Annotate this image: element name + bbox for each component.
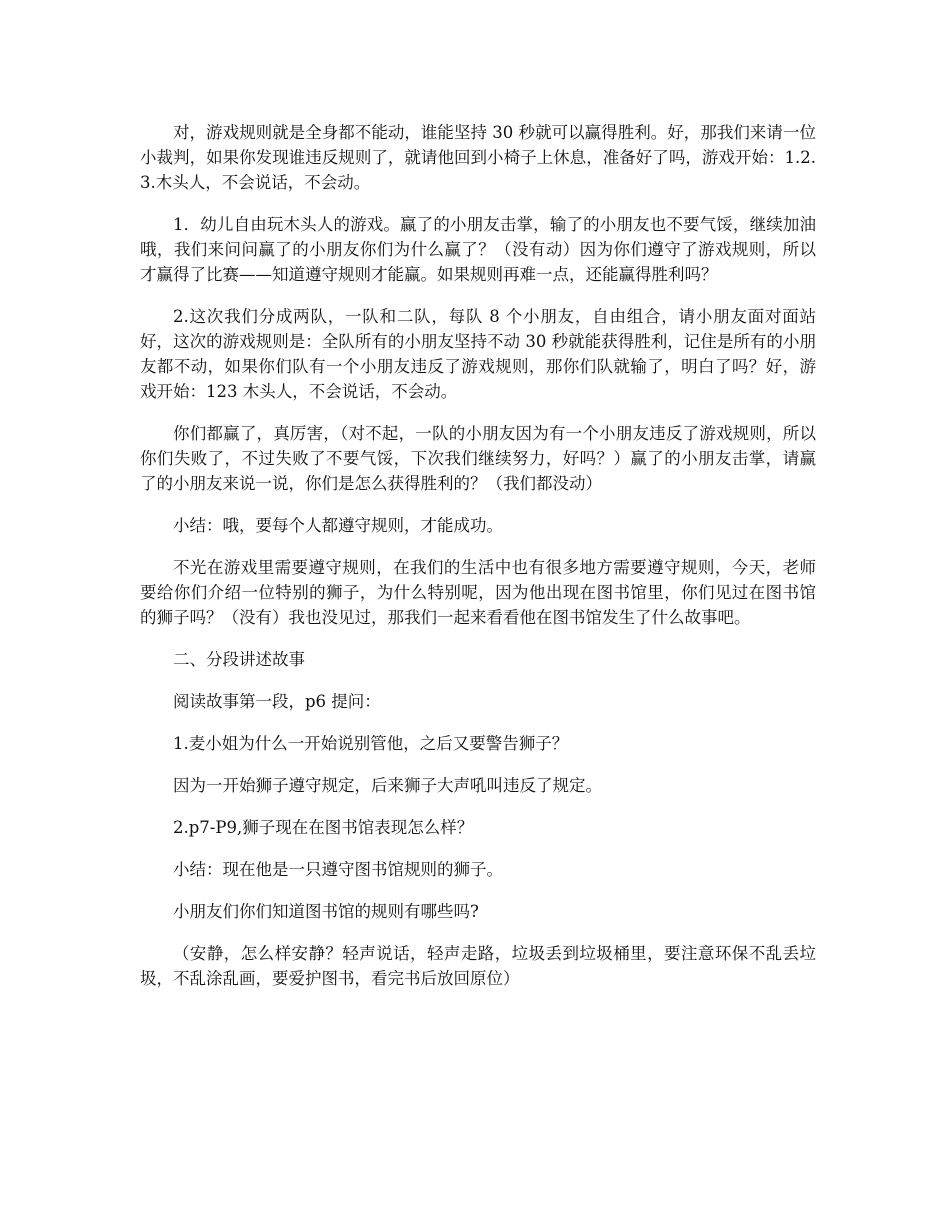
- question-2: 2.p7-P9,狮子现在在图书馆表现怎么样？: [173, 818, 474, 837]
- paragraph-winners: 你们都赢了，真厉害，（对不起，一队的小朋友因为有一个小朋友违反了游戏规则，所以你们失败了，不过失败了不要气馁，下次我们继续努力，好吗？）赢了的小朋友击掌，请赢了的小朋友来说一说，你们是怎么获得胜利的？（我们都没动）: [140, 424, 816, 493]
- paragraph-summary-1: 小结：哦，要每个人都遵守规则，才能成功。: [173, 516, 503, 535]
- paragraph-game-rules: 对，游戏规则就是全身都不能动，谁能坚持 30 秒就可以赢得胜利。好，那我们来请一位小裁判，如果你发现谁违反规则了，就请他回到小椅子上休息，准备好了吗，游戏开始：1.2.3.木头人，不会说话，不会动。: [140, 123, 816, 192]
- question-1: 1.麦小姐为什么一开始说别管他，之后又要警告狮子？: [173, 734, 569, 753]
- paragraph-free-play: 1．幼儿自由玩木头人的游戏。赢了的小朋友击掌，输了的小朋友也不要气馁，继续加油哦，我们来问问赢了的小朋友你们为什么赢了？（没有动）因为你们遵守了游戏规则，所以才赢得了比赛——知道遵守规则才能赢。如果规则再难一点，还能赢得胜利吗？: [140, 215, 816, 284]
- document-page: [140, 120, 816, 1008]
- answer-1: 因为一开始狮子遵守规定，后来狮子大声吼叫违反了规定。: [173, 776, 602, 795]
- paragraph-summary-2: 小结：现在他是一只遵守图书馆规则的狮子。: [173, 860, 503, 879]
- section-heading-story: 二、分段讲述故事: [173, 650, 305, 669]
- paragraph-library-intro: 不光在游戏里需要遵守规则，在我们的生活中也有很多地方需要遵守规则，今天，老师要给你们介绍一位特别的狮子，为什么特别呢，因为他出现在图书馆里，你们见过在图书馆的狮子吗？（没有）我也没见过，那我们一起来看看他在图书馆发生了什么故事吧。: [140, 558, 816, 627]
- question-library-rules: 小朋友们你们知道图书馆的规则有哪些吗?: [173, 902, 479, 921]
- answer-library-rules: （安静，怎么样安静？轻声说话，轻声走路，垃圾丢到垃圾桶里，要注意环保不乱丢垃圾，不乱涂乱画，要爱护图书，看完书后放回原位）: [140, 944, 816, 988]
- paragraph-team-game: 2.这次我们分成两队，一队和二队，每队 8 个小朋友，自由组合，请小朋友面对面站好，这次的游戏规则是：全队所有的小朋友坚持不动 30 秒就能获得胜利，记住是所有的小朋友都不动，如果你们队有一个小朋友违反了游戏规则，那你们队就输了，明白了吗？好，游戏开始：123 木头人，不会说话，不会动。: [140, 307, 816, 401]
- paragraph-read-part-1: 阅读故事第一段，p6 提问：: [173, 692, 381, 711]
